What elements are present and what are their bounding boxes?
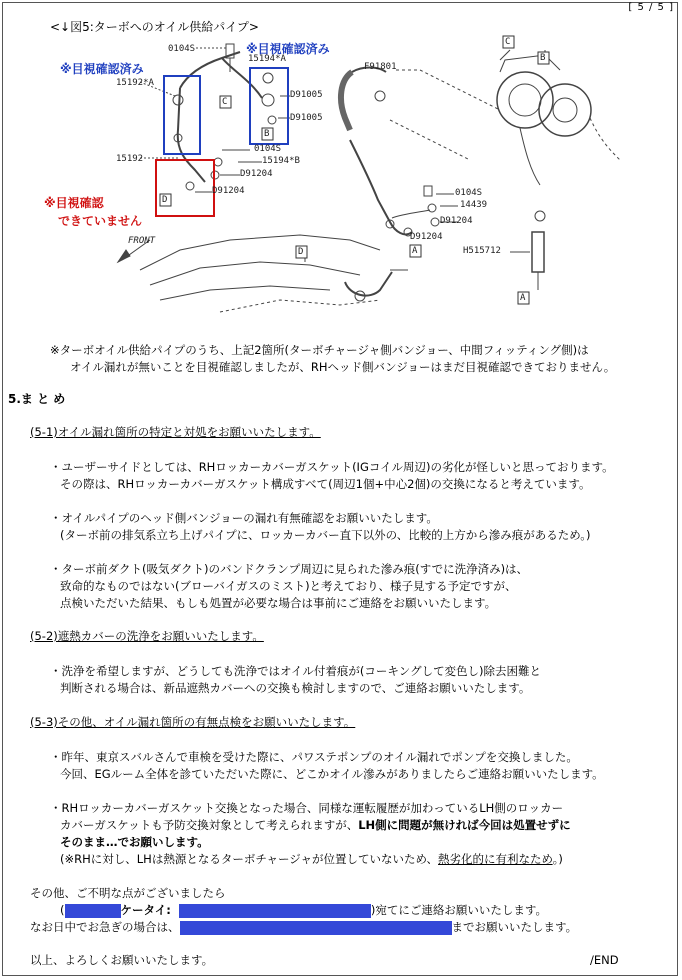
s1-bullet2-line1: ・オイルパイプのヘッド側バンジョーの漏れ有無確認をお願いいたします。 — [50, 511, 438, 525]
label-15192a: 15192*A — [116, 78, 154, 88]
s3-bullet2-line4-underlined: 熱劣化的に有利なため — [438, 852, 553, 866]
ref-b1: B — [264, 129, 270, 139]
s1-bullet1-line1: ・ユーザーサイドとしては、RHロッカーカバーガスケット(IGコイル周辺)の劣化が怪しいと思っております。 — [50, 460, 614, 474]
closing-line3-head: なお日中でお急ぎの場合は、 — [30, 920, 180, 934]
label-f91801: F91801 — [364, 62, 397, 72]
subsection-5-2-title: (5-2)遮熱カバーの洗浄をお願いいたします。 — [30, 629, 264, 643]
label-front: FRONT — [128, 236, 156, 246]
ref-c1: C — [222, 97, 228, 107]
redacted-daytime-contact — [180, 921, 452, 935]
s3-bullet2-line1: ・RHロッカーカバーガスケット交換となった場合、同様な運転履歴が加わっているLH側のロッカー — [50, 801, 564, 815]
figure-note-line2: オイル漏れが無いことを目視確認しましたが、RHヘッド側バンジョーはまだ目視確認できておりません。 — [70, 360, 616, 374]
label-d91005-b: D91005 — [290, 113, 323, 123]
label-15194b: 15194*B — [262, 156, 300, 166]
s1-bullet3-line2: 致命的なものではない(ブローバイガスのミスト)と考えており、様子見する予定ですが、 — [60, 579, 517, 593]
label-d91005-a: D91005 — [290, 90, 323, 100]
s3-bullet1-line1: ・昨年、東京スバルさんで車検を受けた際に、パワステポンプのオイル漏れでポンプを交換しました。 — [50, 750, 578, 764]
label-d91204-b: D91204 — [212, 186, 245, 196]
turbo-oil-pipe-diagram — [0, 0, 682, 340]
ref-a1: A — [412, 246, 418, 256]
closing-final: 以上、よろしくお願いいたします。 — [30, 953, 214, 967]
ref-b2: B — [540, 53, 546, 63]
s3-bullet2-line4-a: (※RHに対し、LHは熱源となるターボチャージャが位置していないため、 — [60, 852, 439, 866]
ref-d2: D — [298, 247, 304, 257]
label-0104s-c: 0104S — [455, 188, 483, 198]
note-checked-turbo-side: ※目視確認済み — [246, 42, 330, 56]
label-0104s-a: 0104S — [168, 44, 196, 54]
label-d91204-a: D91204 — [240, 169, 273, 179]
label-15194a-top: 15194*A — [248, 54, 286, 64]
closing-line3 — [30, 919, 577, 936]
s1-bullet2-line2: (ターボ前の排気系立ち上げパイプに、ロッカーカバー直下以外の、比較的上方から滲み痕があるため。) — [60, 528, 591, 542]
section-heading: 5.ま と め — [8, 392, 66, 406]
s3-bullet2-line4 — [60, 851, 563, 868]
redacted-name — [65, 904, 121, 918]
ref-a2: A — [520, 293, 526, 303]
label-14439: 14439 — [460, 200, 488, 210]
closing-line2 — [60, 902, 547, 919]
page-number: [ 5 / 5 ] — [628, 2, 674, 13]
note-unchecked-line2: できていません — [58, 214, 143, 228]
figure-note-line1: ※ターボオイル供給パイプのうち、上記2箇所(ターボチャージャ側バンジョー、中間フィッティング側)は — [50, 343, 589, 357]
s3-bullet2-line4-c: 。) — [552, 852, 563, 866]
closing-line1: その他、ご不明な点がございましたら — [30, 886, 226, 900]
s3-bullet2-line3: そのまま…でお願いします。 — [60, 835, 209, 849]
closing-line2-tail: )宛てにご連絡お願いいたします。 — [370, 903, 547, 917]
mobile-label: ケータイ: — [120, 903, 171, 917]
s1-bullet1-line2: その際は、RHロッカーカバーガスケット構成すべて(周辺1個+中心2個)の交換になると考えています。 — [60, 477, 591, 491]
note-checked-middle-fitting: ※目視確認済み — [60, 62, 144, 76]
note-unchecked-line1: ※目視確認 — [44, 196, 104, 210]
subsection-5-3-title: (5-3)その他、オイル漏れ箇所の有無点検をお願いいたします。 — [30, 715, 356, 729]
closing-paren-open: ( — [60, 903, 65, 917]
s1-bullet3-line3: 点検いただいた結果、もしも処置が必要な場合は事前にご連絡をお願いいたします。 — [60, 596, 497, 610]
closing-line3-tail: までお願いいたします。 — [451, 920, 578, 934]
ref-c2: C — [505, 37, 511, 47]
s1-bullet3-line1: ・ターボ前ダクト(吸気ダクト)のバンドクランプ周辺に見られた滲み痕(すでに洗浄済み)は、 — [50, 562, 529, 576]
label-d91204-d: D91204 — [410, 232, 443, 242]
s3-bullet2-line2-normal: カバーガスケットも予防交換対象として考えられますが、 — [60, 818, 359, 832]
redacted-mobile-number — [179, 904, 371, 918]
s3-bullet2-line2 — [60, 817, 571, 834]
figure-title: <↓図5:ターボへのオイル供給パイプ> — [50, 20, 259, 34]
label-d91204-c: D91204 — [440, 216, 473, 226]
label-0104s-b: 0104S — [254, 144, 282, 154]
s3-bullet2-line2-bold: LH側に問題が無ければ今回は処置せずに — [358, 818, 571, 832]
label-h515712: H515712 — [463, 246, 501, 256]
label-15192: 15192 — [116, 154, 144, 164]
end-mark: /END — [590, 953, 619, 967]
s2-bullet1-line1: ・洗浄を希望しますが、どうしても洗浄ではオイル付着痕が(コーキングして変色し)除去困難と — [50, 664, 542, 678]
s3-bullet1-line2: 今回、EGルーム全体を診ていただいた際に、どこかオイル滲みがありましたらご連絡お願いいたします。 — [60, 767, 604, 781]
subsection-5-1-title: (5-1)オイル漏れ箇所の特定と対処をお願いいたします。 — [30, 425, 321, 439]
ref-d1: D — [162, 195, 168, 205]
s2-bullet1-line2: 判断される場合は、新品遮熱カバーへの交換も検討しますので、ご連絡お願いいたします。 — [60, 681, 531, 695]
